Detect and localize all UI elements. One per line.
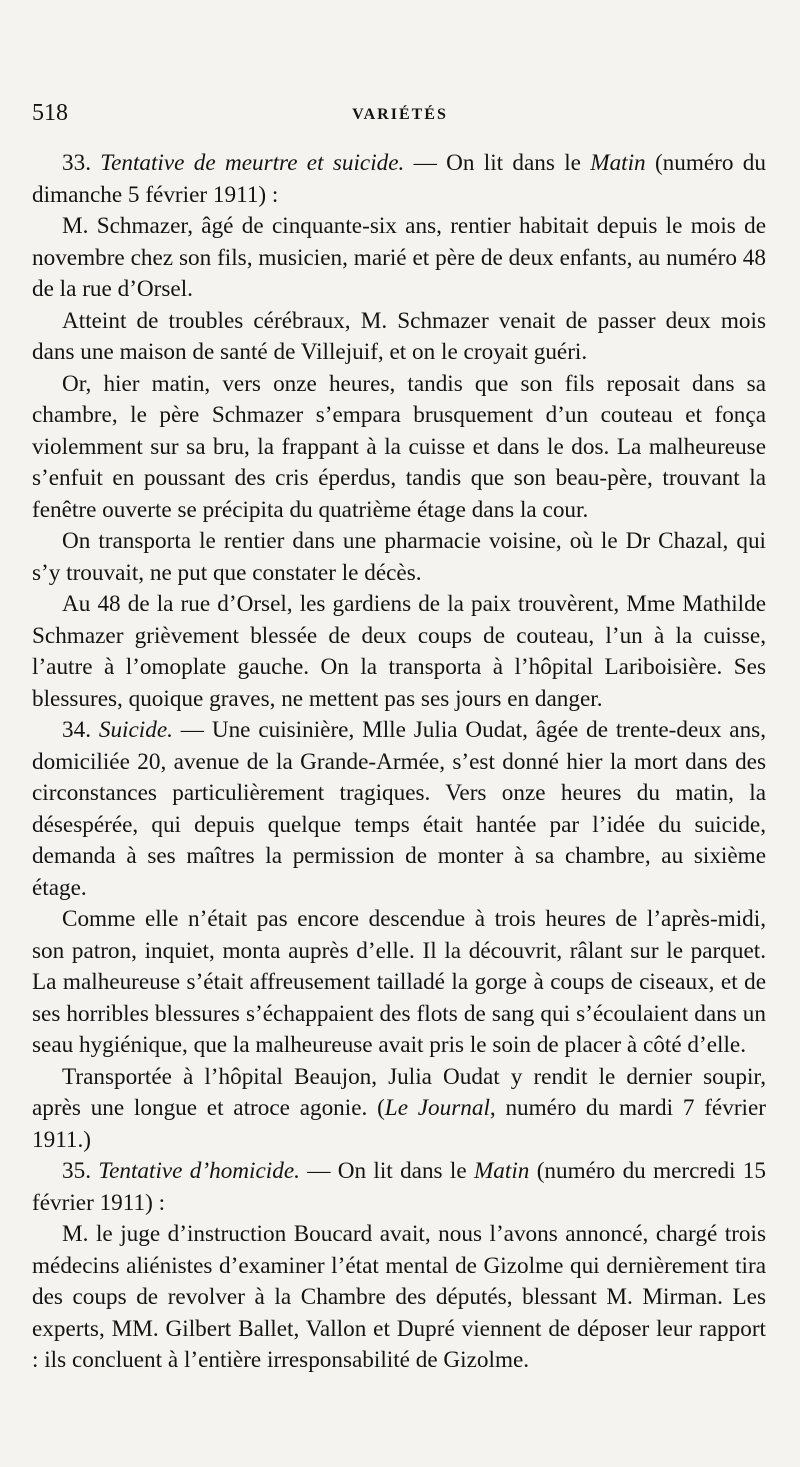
page-number: 518 — [32, 100, 68, 126]
paragraph-text: , numéro du mardi 7 février 1911.) — [32, 1095, 766, 1153]
entry-number: 33. — [62, 150, 91, 176]
paragraph-35-heading — [32, 1156, 766, 1219]
paragraph-text: — Une cuisinière, Mlle Julia Oudat, âgée de trente-deux ans, domiciliée 20, avenue de la Grande-Armée, s’est donné hier la mort dans des circonstances particulièrement tragiques. Vers onze heures du matin, la désespérée, qui depuis quelque temps était hantée par l’idée du suicide, demanda à ses maîtres la permission de monter à sa chambre, au sixième étage. — [32, 717, 766, 901]
paragraph: M. Schmazer, âgé de cinquante-six ans, rentier habitait depuis le mois de novembre chez son fils, musicien, marié et père de deux enfants, au numéro 48 de la rue d’Orsel. — [32, 213, 766, 302]
paragraph: Atteint de troubles cérébraux, M. Schmazer venait de passer deux mois dans une maison de santé de Villejuif, et on le croyait guéri. — [32, 307, 766, 365]
paragraph-34-heading — [32, 715, 766, 904]
paragraph: M. le juge d’instruction Boucard avait, nous l’avons annoncé, chargé trois médecins aliénistes d’examiner l’état mental de Gizolme qui dernièrement tira des coups de revolver à la Chambre des députés, blessant M. Mirman. Les experts, MM. Gilbert Ballet, Vallon et Dupré viennent de déposer leur rapport : ils concluent à l’entière irresponsabilité de Gizolme. — [32, 1221, 766, 1373]
entry-title: Suicide. — [98, 717, 173, 743]
paragraph: On transporta le rentier dans une pharmacie voisine, où le Dr Chazal, qui s’y trouvait, ne put que constater le décès. — [32, 528, 766, 586]
newspaper-name: Matin — [473, 1158, 530, 1184]
paragraph: Au 48 de la rue d’Orsel, les gardiens de la paix trouvèrent, Mme Mathilde Schmazer grièvement blessée de deux coups de couteau, l’un à la cuisse, l’autre à l’omoplate gauche. On la transporta à l’hôpital Lariboisière. Ses blessures, quoique graves, ne mettent pas ses jours en danger. — [32, 591, 766, 712]
paragraph-text: Transportée à l’hôpital Beaujon, Julia Oudat y rendit le dernier soupir, après une longue et atroce agonie. ( — [32, 1063, 766, 1121]
newspaper-name: Le Journal — [384, 1095, 490, 1121]
paragraph-text: (numéro du mercredi 15 février 1911) : — [32, 1158, 766, 1216]
entry-title: Tentative de meurtre et suicide. — [100, 150, 405, 176]
paragraph — [32, 1062, 766, 1157]
paragraph: Comme elle n’était pas encore descendue à trois heures de l’après-midi, son patron, inquiet, monta auprès d’elle. Il la découvrit, râlant sur le parquet. La malheureuse s’était affreusement tailladé la gorge à coups de ciseaux, et de ses horribles blessures s’échappaient des flots de sang qui s’écoulaient dans un seau hygiénique, que la malheureuse avait pris le soin de placer à côté d’elle. — [32, 906, 766, 1058]
paragraph-33-heading — [32, 148, 766, 211]
paragraph-text: — On lit dans le — [404, 150, 591, 176]
newspaper-name: Matin — [590, 150, 646, 176]
paragraph-text: (numéro du dimanche 5 février 1911) : — [32, 150, 766, 208]
paragraph: Or, hier matin, vers onze heures, tandis que son fils reposait dans sa chambre, le père Schmazer s’empara brusquement d’un couteau et fonça violemment sur sa bru, la frappant à la cuisse et dans le dos. La malheureuse s’enfuit en poussant des cris éperdus, tandis que son beau-père, trouvant la fenêtre ouverte se précipita du quatrième étage dans la cour. — [32, 370, 766, 523]
entry-number: 34. — [62, 717, 91, 743]
page-body — [32, 148, 766, 1377]
entry-title: Tentative d’homicide. — [98, 1158, 300, 1184]
entry-number: 35. — [62, 1158, 91, 1184]
running-head: VARIÉTÉS — [352, 106, 448, 123]
paragraph-text: — On lit dans le — [299, 1158, 474, 1184]
